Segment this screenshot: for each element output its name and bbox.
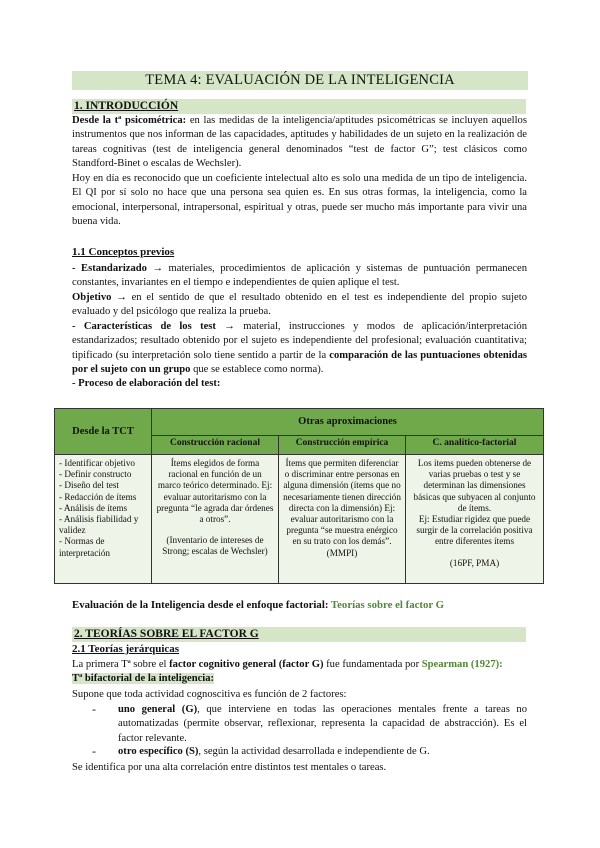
table-list-item: - Diseño del test: [59, 480, 119, 491]
table-subheader-empirica: Construcción empírica: [279, 436, 406, 455]
factor-text: , que interviene en todas las operaciones mentales frente a tareas no automatizadas (permite observar, reflexionar, representa la capacidad de abstracción). Es el factor relevante.: [118, 704, 527, 744]
factor-general-item: [118, 703, 527, 746]
table-cell-text: (Inventario de intereses de Strong; escalas de Wechsler): [162, 535, 268, 557]
factorial-approach-label: Evaluación de la Inteligencia desde el enfoque factorial:: [72, 599, 331, 611]
table-list-item: - Normas de interpretación: [59, 536, 111, 558]
concept-text: que se establece como norma).: [190, 363, 324, 375]
table-cell-factorial: [406, 455, 544, 584]
subsection-heading-conceptos: 1.1 Conceptos previos: [72, 246, 175, 258]
factor-label: uno general (G): [118, 704, 198, 715]
table-cell-text: (16PF, PMA): [449, 557, 500, 568]
table-list-item: - Definir constructo: [59, 469, 132, 480]
author-name: Spearman (1927):: [421, 659, 503, 670]
bullet-dash-icon: -: [92, 702, 96, 716]
correlation-line: Se identifica por una alta correlación entre distintos test mentales o tareas.: [72, 762, 387, 773]
intro-paragraph-2: Hoy en día es reconocido que un coeficiente intelectual alto es solo una medida de un tipo de inteligencia. El QI por sí solo no hace que una persona sea quien es. En sus otras formas, la inteligencia, como la emocional, interpersonal, intrapersonal, espiritual y otras, puede ser mucho más importante para vivir una buena vida.: [72, 173, 527, 227]
intro-bold-label: Desde la tª psicométrica:: [72, 115, 187, 126]
factorial-approach-line: [72, 598, 527, 612]
table-cell-tct-steps: [55, 455, 152, 584]
table-cell-text: Ej: Estudiar rigidez que puede surgir de la correlación positiva entre diferentes ítems: [416, 514, 533, 547]
table-list-item: - Análisis de ítems: [59, 502, 128, 513]
table-list-item: - Identificar objetivo: [59, 458, 136, 468]
concept-estandarizado: [72, 262, 527, 291]
factors-intro: Supone que toda actividad cognoscitiva es función de 2 factores:: [72, 689, 347, 700]
section-heading-introduccion: 1. INTRODUCCIÓN: [72, 99, 526, 114]
text-run: fue fundamentada por: [323, 659, 422, 670]
spearman-line: [72, 658, 527, 672]
concept-emphasis: comparación de las puntuaciones obtenidas por el sujeto con un grupo: [72, 349, 527, 375]
bullet-dash-icon: -: [92, 744, 96, 758]
text-run: La primera Tª sobre el: [72, 659, 170, 670]
concept-text: → materiales, procedimientos de aplicación y sistemas de puntuación permanecen constantes, invariantes en el tiempo e independientes de quien aplique el test.: [72, 263, 528, 289]
bifactorial-heading: [72, 672, 214, 686]
table-header-tct: Desde la TCT: [55, 409, 152, 455]
intro-paragraph-1: [72, 114, 527, 171]
concept-caracteristicas: [72, 320, 527, 377]
factor-specific-item: [118, 745, 527, 759]
concept-label: - Características de los test: [72, 321, 216, 332]
concept-text: → material, instrucciones y modos de aplicación/interpretación estandarizados; resultado obtenido por el sujeto es independiente del profesional; evaluación cuantitativa; tipificado (su interpretación solo tiene sentido a partir de la: [72, 321, 527, 361]
table-subheader-racional: Construcción racional: [152, 436, 279, 455]
concept-label: Objetivo: [72, 292, 112, 303]
table-cell-text: Ítems que permiten diferenciar o discriminar entre personas en alguna dimensión (ítems que no necesariamente tienen dirección directa con la dimensión) Ej: evaluar autoritarismo con la pregunta “se muestra enérgico en su trato con los demás”.: [283, 458, 401, 547]
concept-label: - Estandarizado: [72, 263, 147, 274]
table-list-item: - Redacción de ítems: [59, 491, 137, 502]
text-emphasis: factor cognitivo general (factor G): [169, 659, 324, 670]
table-list-item: - Análisis fiabilidad y validez: [59, 514, 139, 536]
table-header-otras: Otras aproximaciones: [152, 409, 544, 436]
table-cell-text: Ítems elegidos de forma racional en función de un marco teórico determinado. Ej: evaluar autoritarismo con la pregunta “le agrada dar órdenes a otros”.: [156, 458, 274, 525]
table-cell-text: Los ítems pueden obtenerse de varias pruebas o test y se determinan las dimensiones básicas que subyacen al conjunto de ítems.: [413, 458, 536, 513]
table-cell-text: (MMPI): [326, 547, 358, 558]
test-construction-table: [54, 408, 544, 584]
table-cell-empirica: [279, 455, 406, 584]
factor-label: otro específico (S): [118, 746, 199, 757]
subsection-heading-jerarquicas: 2.1 Teorías jerárquicas: [72, 643, 180, 655]
concept-objetivo: [72, 291, 527, 320]
bifactorial-label: Tª bifactorial de la inteligencia:: [72, 673, 215, 684]
concept-text: → en el sentido de que el resultado obtenido en el test es independiente del propio sujeto evaluado y del psicólogo que realiza la prueba.: [72, 292, 527, 318]
process-heading: - Proceso de elaboración del test:: [72, 378, 221, 389]
intro-text: en las medidas de la inteligencia/aptitudes psicométricas se incluyen aquellos instrumentos que nos informan de las capacidades, aptitudes y habilidades de un sujeto en la realización de tareas cognitivas (test de inteligencia general denominados “test de factor G”; test clásicos como Standford-Binet o escalas de Wechsler).: [72, 115, 527, 169]
factorial-approach-link: Teorías sobre el factor G: [330, 599, 445, 611]
document-title: TEMA 4: EVALUACIÓN DE LA INTELIGENCIA: [72, 71, 528, 90]
factor-text: , según la actividad desarrollada e independiente de G.: [198, 746, 430, 757]
table-subheader-factorial: C. analítico-factorial: [406, 436, 544, 455]
section-heading-factor-g: 2. TEORÍAS SOBRE EL FACTOR G: [72, 627, 526, 642]
table-cell-racional: [152, 455, 279, 584]
